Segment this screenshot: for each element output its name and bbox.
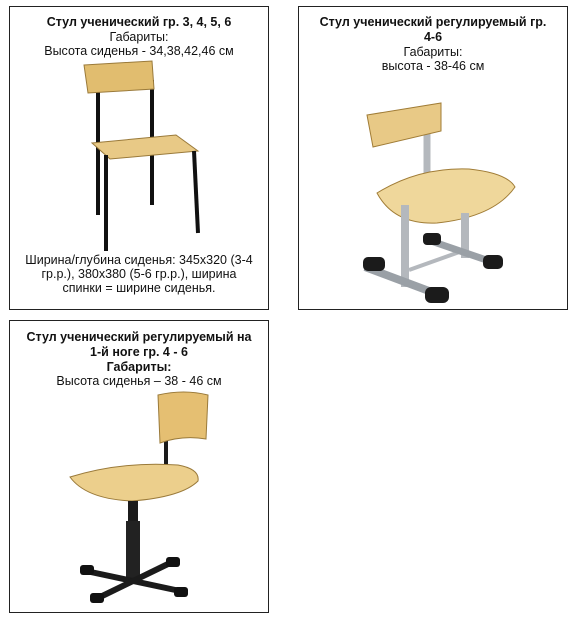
dimensions-label: Габариты: xyxy=(106,360,172,374)
dimensions-value: Высота сиденья – 38 - 46 см xyxy=(56,374,222,388)
product-title-line-1: Стул ученический регулируемый гр. xyxy=(319,15,547,29)
product-title-line-1: Стул ученический регулируемый на xyxy=(26,330,252,344)
adjustable-chair-image xyxy=(349,75,529,309)
dimensions-label: Габариты: xyxy=(109,30,169,44)
product-title-line-2: 4-6 xyxy=(423,30,443,44)
product-title-line-2: 1-й ноге гр. 4 - 6 xyxy=(90,345,188,359)
dimensions-value: Высота сиденья - 34,38,42,46 см xyxy=(44,44,234,58)
school-chair-image xyxy=(70,55,210,255)
product-card-chair-3 xyxy=(9,320,269,613)
dimensions-value: высота - 38-46 см xyxy=(381,59,485,73)
dimensions-label: Габариты: xyxy=(403,45,463,59)
product-title: Стул ученический гр. 3, 4, 5, 6 xyxy=(46,15,232,29)
product-card-chair-2 xyxy=(298,6,568,310)
seat-size-note-1: Ширина/глубина сиденья: 345x320 (3-4 xyxy=(25,253,253,267)
seat-size-note-2: гр.р.), 380x380 (5-6 гр.р.), ширина xyxy=(41,267,237,281)
product-card-chair-1 xyxy=(9,6,269,310)
seat-size-note-3: спинки = ширине сиденья. xyxy=(62,281,216,295)
single-leg-chair-image xyxy=(62,389,222,611)
